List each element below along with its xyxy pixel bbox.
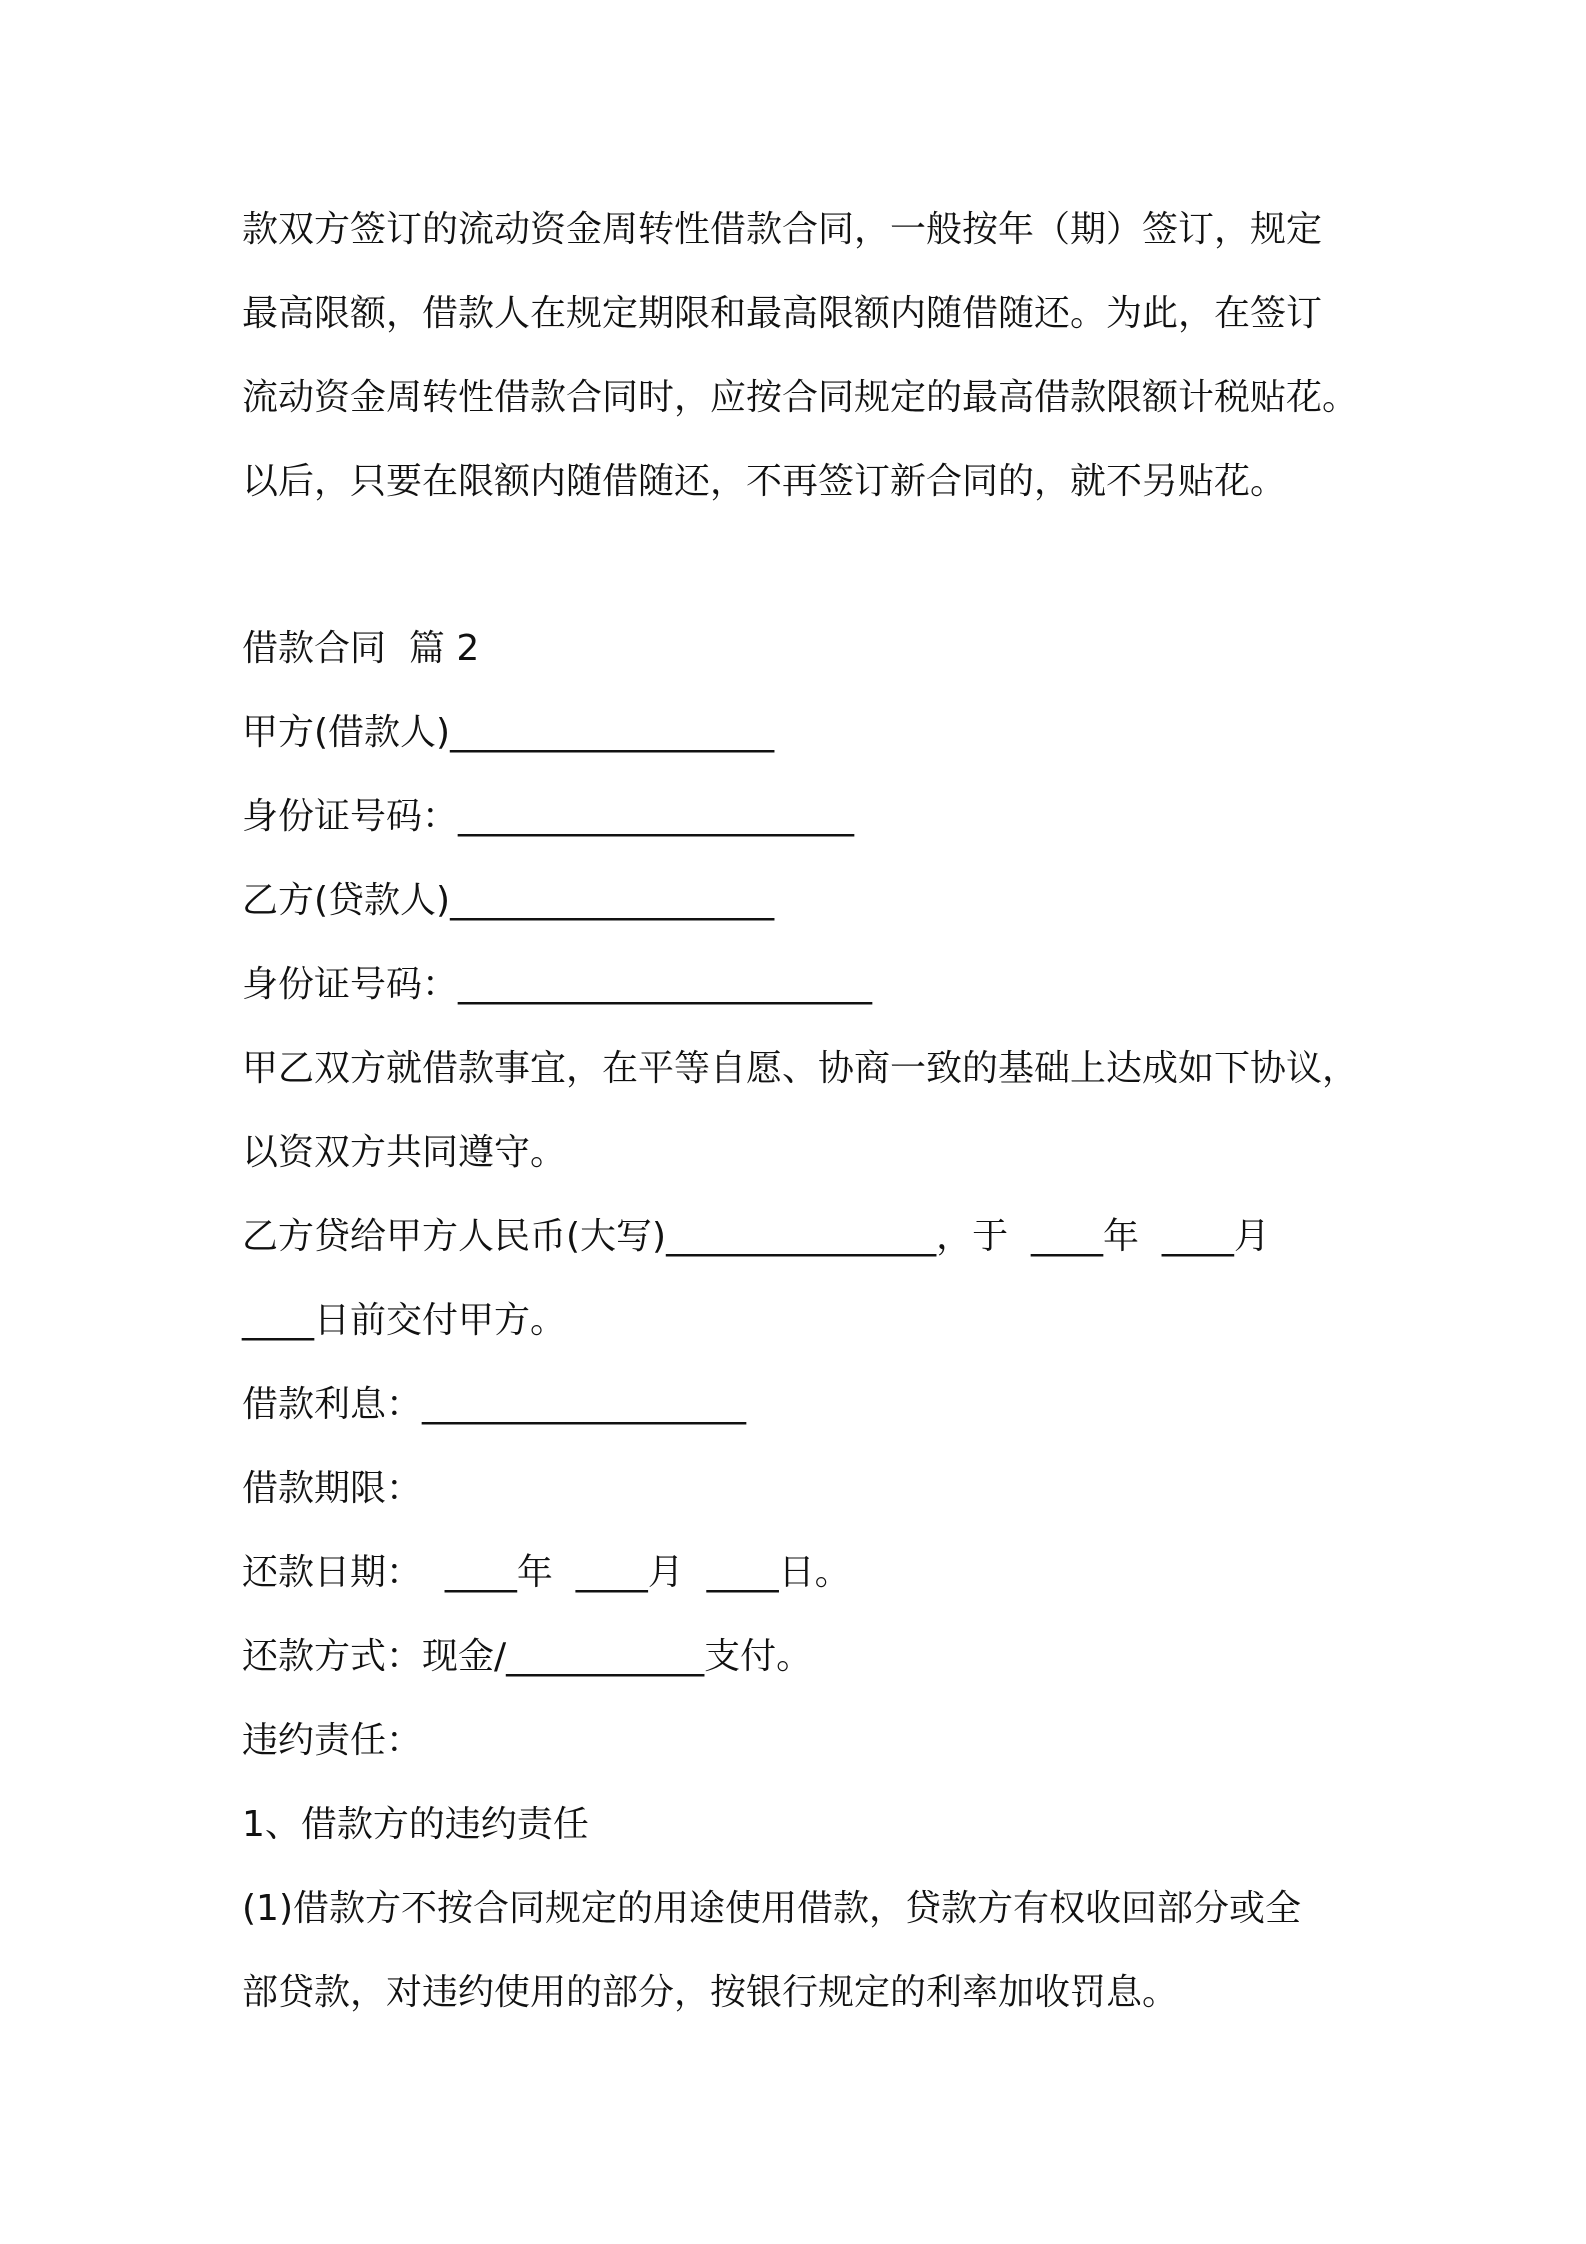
paragraph-line-1: 款双方签订的流动资金周转性借款合同，一般按年（期）签订，规定	[242, 209, 1323, 250]
section-title: 借款合同 篇 2	[242, 628, 480, 669]
paragraph-line-4: 以后，只要在限额内随借随还，不再签订新合同的，就不另贴花。	[242, 461, 1287, 502]
repayment-date-field: 还款日期： ____年 ____月 ____日。	[242, 1552, 851, 1593]
agreement-line-1: 甲乙双方就借款事宜，在平等自愿、协商一致的基础上达成如下协议，	[242, 1048, 1359, 1089]
party-b-id-field: 身份证号码：_______________________	[242, 964, 873, 1005]
liability-heading: 违约责任：	[242, 1720, 423, 1761]
clause-line-1: (1)借款方不按合同规定的用途使用借款，贷款方有权收回部分或全	[242, 1888, 1301, 1929]
paragraph-line-2: 最高限额，借款人在规定期限和最高限额内随借随还。为此，在签订	[242, 293, 1323, 334]
paragraph-line-3: 流动资金周转性借款合同时，应按合同规定的最高借款限额计税贴花。	[242, 377, 1359, 418]
loan-amount-line-2: ____日前交付甲方。	[242, 1300, 567, 1341]
repayment-method-field: 还款方式：现金/___________支付。	[242, 1636, 813, 1677]
agreement-line-2: 以资双方共同遵守。	[242, 1132, 567, 1173]
party-a-field: 甲方(借款人)__________________	[242, 712, 775, 753]
loan-term-field: 借款期限：	[242, 1468, 423, 1509]
party-b-field: 乙方(贷款人)__________________	[242, 880, 775, 921]
clause-line-2: 部贷款，对违约使用的部分，按银行规定的利率加收罚息。	[242, 1972, 1179, 2013]
loan-interest-field: 借款利息：__________________	[242, 1384, 747, 1425]
borrower-liability-heading: 1、借款方的违约责任	[242, 1804, 589, 1845]
party-a-id-field: 身份证号码：______________________	[242, 796, 855, 837]
loan-amount-line-1: 乙方贷给甲方人民币(大写)_______________，于 ____年 ____月	[242, 1216, 1270, 1257]
